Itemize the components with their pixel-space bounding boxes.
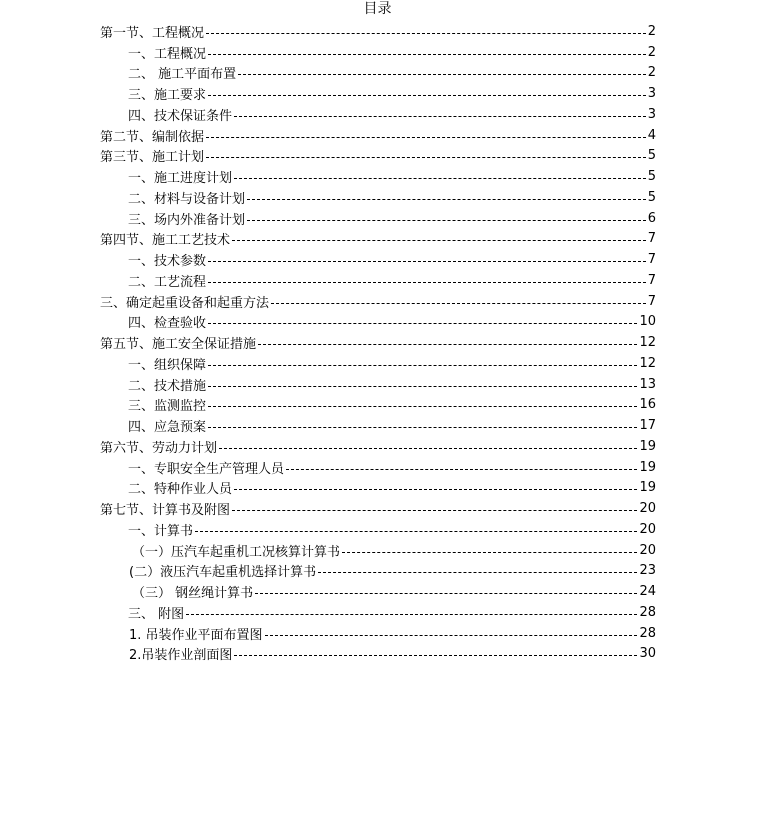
toc-dot-leader xyxy=(195,531,637,532)
toc-page-number: 20 xyxy=(639,501,656,517)
toc-entry-label: 1. 吊装作业平面布置图 xyxy=(129,627,263,643)
toc-entry[interactable] xyxy=(100,457,656,478)
toc-entry[interactable] xyxy=(100,104,656,125)
toc-dot-leader xyxy=(232,510,637,511)
toc-entry-label: 四、检查验收 xyxy=(128,316,207,332)
toc-entry-label: 二、技术措施 xyxy=(128,378,207,394)
toc-dot-leader xyxy=(208,95,646,96)
toc-page-number: 12 xyxy=(639,355,656,371)
toc-page-number: 5 xyxy=(647,169,656,185)
toc-entry[interactable] xyxy=(100,249,656,270)
toc-entry-label: 第七节、计算书及附图 xyxy=(100,503,231,519)
toc-page-number: 19 xyxy=(639,480,656,496)
toc-entry-label: 二、 施工平面布置 xyxy=(128,67,237,83)
toc-entry-label: 三、确定起重设备和起重方法 xyxy=(100,295,270,311)
toc-entry-label: 2.吊装作业剖面图 xyxy=(129,648,233,664)
toc-entry-label: 二、工艺流程 xyxy=(128,274,207,290)
toc-entry-label: （三） 钢丝绳计算书 xyxy=(132,586,254,602)
toc-page-number: 12 xyxy=(639,335,656,351)
toc-dot-leader xyxy=(208,427,637,428)
toc-dot-leader xyxy=(206,33,646,34)
toc-entry[interactable] xyxy=(100,291,656,312)
toc-dot-leader xyxy=(247,220,646,221)
toc-page-number: 20 xyxy=(639,521,656,537)
toc-page-number: 16 xyxy=(639,397,656,413)
toc-entry[interactable] xyxy=(100,540,656,561)
toc-page-number: 20 xyxy=(639,542,656,558)
toc-entry[interactable] xyxy=(100,623,656,644)
toc-entry-label: 一、工程概况 xyxy=(128,46,207,62)
toc-dot-leader xyxy=(208,282,646,283)
toc-dot-leader xyxy=(286,469,637,470)
toc-dot-leader xyxy=(318,572,637,573)
toc-dot-leader xyxy=(208,261,646,262)
toc-page-number: 2 xyxy=(647,65,656,81)
toc-page-number: 17 xyxy=(639,418,656,434)
toc-page-number: 28 xyxy=(639,604,656,620)
toc-entry[interactable] xyxy=(100,83,656,104)
toc-entry-label: 第五节、施工安全保证措施 xyxy=(100,337,257,353)
toc-page-number: 13 xyxy=(639,376,656,392)
toc-dot-leader xyxy=(258,344,637,345)
toc-dot-leader xyxy=(206,157,646,158)
table-of-contents xyxy=(100,21,656,664)
toc-page-number: 3 xyxy=(647,106,656,122)
toc-dot-leader xyxy=(208,54,646,55)
toc-entry-label: 三、监测监控 xyxy=(128,399,207,415)
toc-dot-leader xyxy=(247,199,646,200)
toc-entry-label: 一、专职安全生产管理人员 xyxy=(128,461,285,477)
toc-entry-label: 四、应急预案 xyxy=(128,420,207,436)
toc-page-number: 23 xyxy=(639,563,656,579)
toc-entry[interactable] xyxy=(100,312,656,333)
toc-dot-leader xyxy=(208,365,637,366)
toc-dot-leader xyxy=(265,635,638,636)
toc-dot-leader xyxy=(234,178,646,179)
toc-entry-label: 一、组织保障 xyxy=(128,357,207,373)
toc-entry[interactable] xyxy=(100,519,656,540)
toc-entry[interactable] xyxy=(100,353,656,374)
toc-entry[interactable] xyxy=(100,270,656,291)
toc-entry[interactable] xyxy=(100,21,656,42)
toc-entry[interactable] xyxy=(100,208,656,229)
toc-entry[interactable] xyxy=(100,581,656,602)
toc-entry-label: 四、技术保证条件 xyxy=(128,108,233,124)
toc-page-number: 2 xyxy=(647,44,656,60)
toc-dot-leader xyxy=(238,74,646,75)
toc-page-number: 5 xyxy=(647,189,656,205)
toc-entry-label: 第四节、施工工艺技术 xyxy=(100,233,231,249)
toc-page-number: 5 xyxy=(647,148,656,164)
toc-entry-label: 三、场内外准备计划 xyxy=(128,212,246,228)
toc-dot-leader xyxy=(342,552,637,553)
toc-dot-leader xyxy=(234,489,637,490)
toc-entry[interactable] xyxy=(100,146,656,167)
toc-entry[interactable] xyxy=(100,63,656,84)
toc-entry-label: 一、计算书 xyxy=(128,523,194,539)
toc-dot-leader xyxy=(206,137,646,138)
toc-dot-leader xyxy=(186,614,637,615)
toc-entry-label: (二）液压汽车起重机选择计算书 xyxy=(129,565,317,581)
toc-entry[interactable] xyxy=(100,498,656,519)
toc-page-number: 7 xyxy=(647,252,656,268)
toc-page-number: 3 xyxy=(647,86,656,102)
toc-entry-label: 一、施工进度计划 xyxy=(128,171,233,187)
toc-entry-label: 第六节、劳动力计划 xyxy=(100,440,218,456)
toc-dot-leader xyxy=(208,406,637,407)
toc-dot-leader xyxy=(234,116,646,117)
toc-page-number: 7 xyxy=(647,272,656,288)
toc-entry[interactable] xyxy=(100,436,656,457)
toc-entry-label: 二、材料与设备计划 xyxy=(128,191,246,207)
toc-entry[interactable] xyxy=(100,332,656,353)
toc-entry[interactable] xyxy=(100,602,656,623)
toc-entry[interactable] xyxy=(100,166,656,187)
toc-page-number: 19 xyxy=(639,438,656,454)
toc-entry[interactable] xyxy=(100,395,656,416)
toc-dot-leader xyxy=(234,655,637,656)
toc-entry[interactable] xyxy=(100,42,656,63)
toc-entry-label: 第三节、施工计划 xyxy=(100,150,205,166)
toc-entry[interactable] xyxy=(100,478,656,499)
toc-entry[interactable] xyxy=(100,415,656,436)
toc-dot-leader xyxy=(208,386,637,387)
toc-entry-label: 三、 附图 xyxy=(128,606,185,622)
toc-entry-label: （一）压汽车起重机工况核算计算书 xyxy=(132,544,341,560)
toc-dot-leader xyxy=(219,448,637,449)
toc-entry[interactable] xyxy=(100,561,656,582)
toc-page-number: 24 xyxy=(639,584,656,600)
toc-page-number: 4 xyxy=(647,127,656,143)
toc-entry-label: 第二节、编制依据 xyxy=(100,129,205,145)
toc-dot-leader xyxy=(208,323,637,324)
toc-entry-label: 二、特种作业人员 xyxy=(128,482,233,498)
toc-entry[interactable] xyxy=(100,125,656,146)
toc-entry-label: 第一节、工程概况 xyxy=(100,25,205,41)
toc-page-number: 19 xyxy=(639,459,656,475)
toc-page-number: 6 xyxy=(647,210,656,226)
toc-entry[interactable] xyxy=(100,187,656,208)
toc-page-number: 2 xyxy=(647,23,656,39)
toc-page-number: 28 xyxy=(639,625,656,641)
toc-dot-leader xyxy=(271,303,646,304)
toc-dot-leader xyxy=(255,593,637,594)
toc-page-number: 10 xyxy=(639,314,656,330)
toc-entry-label: 一、技术参数 xyxy=(128,254,207,270)
toc-page-number: 7 xyxy=(647,231,656,247)
toc-dot-leader xyxy=(232,240,646,241)
toc-entry[interactable] xyxy=(100,229,656,250)
toc-entry[interactable] xyxy=(100,644,656,665)
toc-title: 目录 xyxy=(363,1,392,17)
toc-page-number: 7 xyxy=(647,293,656,309)
toc-entry[interactable] xyxy=(100,374,656,395)
toc-entry-label: 三、施工要求 xyxy=(128,88,207,104)
toc-page-number: 30 xyxy=(639,646,656,662)
